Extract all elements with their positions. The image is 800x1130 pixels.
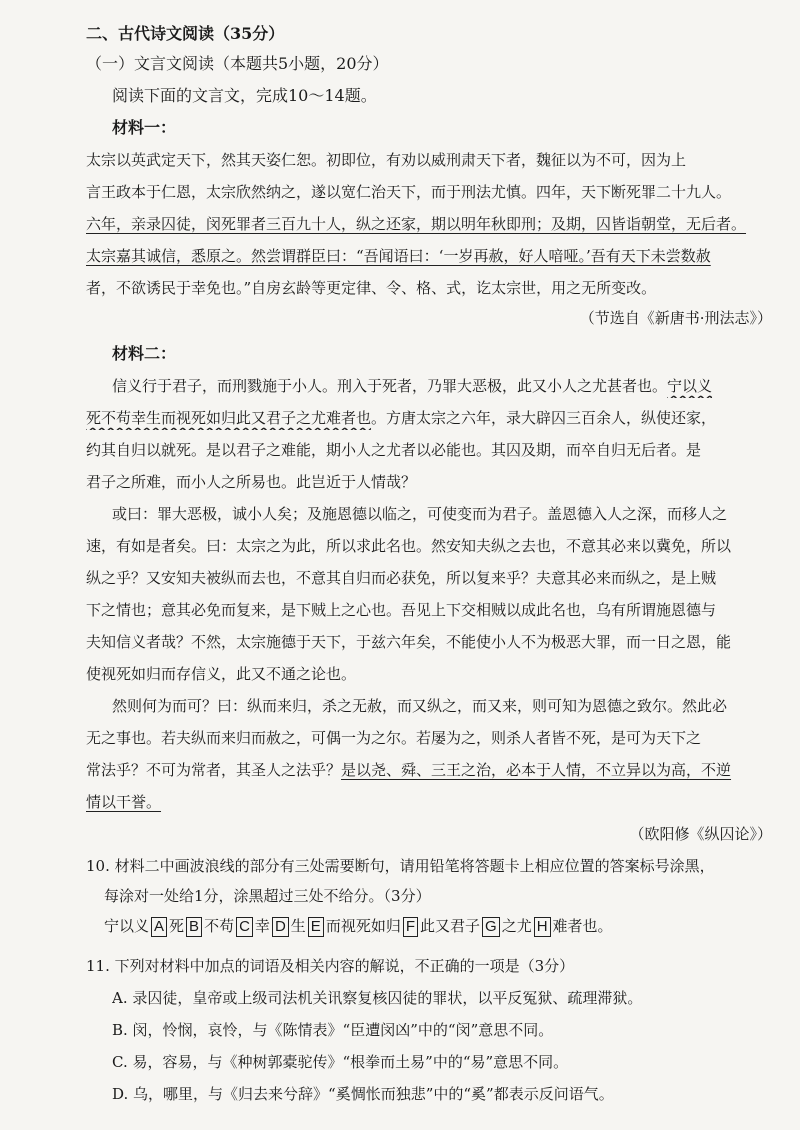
material2-line: 常法乎？不可为常者，其圣人之法乎？是以尧、舜、三王之治，必本于人情，不立异以为高，不逆 xyxy=(86,761,732,779)
break-marker-d[interactable]: D xyxy=(272,917,289,937)
material1-line: 太宗以英武定天下，然其天姿仁恕。初即位，有劝以威刑肃天下者，魏征以为不可，因为上 xyxy=(86,151,687,169)
material1-source: （节选自《新唐书·刑法志》） xyxy=(579,309,772,327)
material2-line: 约其自归以就死。是以君子之难能，期小人之尤者以必能也。其囚及期，而卒自归无后者。是 xyxy=(86,441,702,459)
material2-line: 或曰：罪大恶极，诚小人矣；及施恩德以临之，可使变而为君子。盖恩德入人之深，而移人之 xyxy=(112,505,728,523)
instruction: 阅读下面的文言文，完成10～14题。 xyxy=(112,86,377,105)
material2-label: 材料二： xyxy=(112,344,177,363)
material2-line: 纵之乎？又安知夫被纵而去也，不意其自归而必获免，所以复来乎？夫意其必来而纵之，是上贼 xyxy=(86,569,717,587)
q11-option-d: D. 乌，哪里，与《归去来兮辞》“奚惆怅而独悲”中的“奚”都表示反问语气。 xyxy=(112,1085,614,1103)
material1-line: 六年，亲录囚徒，闵死罪者三百九十人，纵之还家，期以明年秋即刑；及期，囚皆诣朝堂，无后者。 xyxy=(86,215,747,233)
q10-stem-line2: 每涂对一处给1分，涂黑超过三处不给分。（3分） xyxy=(104,887,431,905)
q11-option-a: A. 录囚徒，皇帝或上级司法机关讯察复核囚徒的罪状，以平反冤狱、疏理滞狱。 xyxy=(112,989,643,1007)
material2-line: 速，有如是者矣。曰：太宗之为此，所以求此名也。然安知夫纵之去也，不意其必来以冀免，所以 xyxy=(86,537,732,555)
break-marker-h[interactable]: H xyxy=(534,917,551,937)
wavy-sentence: 死不苟幸生而视死如归此又君子之尤难者也 xyxy=(86,409,372,427)
material2-line: 然则何为而可？曰：纵而来归，杀之无赦，而又纵之，而又来，则可知为恩德之致尔。然此必 xyxy=(112,697,728,715)
material2-line: 无之事也。若夫纵而来归而赦之，可偶一为之尔。若屡为之，则杀人者皆不死，是可为天下之 xyxy=(86,729,702,747)
break-marker-b[interactable]: B xyxy=(186,917,202,937)
material1-line: 者，不欲诱民于幸免也。”自房玄龄等更定律、令、格、式，讫太宗世，用之无所变改。 xyxy=(86,279,657,297)
break-marker-f[interactable]: F xyxy=(403,917,418,937)
section-title: 二、古代诗文阅读（35分） xyxy=(86,24,285,43)
break-marker-c[interactable]: C xyxy=(236,917,253,937)
q11-option-b: B. 闵，怜悯，哀怜，与《陈情表》“臣遭闵凶”中的“闵”意思不同。 xyxy=(112,1021,554,1039)
material1-line: 太宗嘉其诚信，悉原之。然尝谓群臣曰：“吾闻语曰：‘一岁再赦，好人喑哑。’吾有天下未尝数赦 xyxy=(86,247,711,265)
material2-line: 使视死如归而存信义，此又不通之论也。 xyxy=(86,665,357,683)
break-marker-a[interactable]: A xyxy=(151,917,167,937)
q11-stem: 11. 下列对材料中加点的词语及相关内容的解说，不正确的一项是（3分） xyxy=(86,957,575,975)
q11-option-c: C. 易，容易，与《种树郭橐驼传》“根拳而土易”中的“易”意思不同。 xyxy=(112,1053,569,1071)
material2-line: 下之情也；意其必免而复来，是下贼上之心也。吾见上下交相贼以成此名也，乌有所谓施恩德与 xyxy=(86,601,717,619)
subsection-title: （一）文言文阅读（本题共5小题，20分） xyxy=(86,54,389,73)
break-marker-g[interactable]: G xyxy=(482,917,500,937)
break-marker-e[interactable]: E xyxy=(308,917,324,937)
q10-stem: 10. 材料二中画波浪线的部分有三处需要断句，请用铅笔将答题卡上相应位置的答案标号涂黑， xyxy=(86,857,715,875)
material1-label: 材料一： xyxy=(112,118,177,137)
material2-line: 死不苟幸生而视死如归此又君子之尤难者也。方唐太宗之六年，录大辟囚三百余人，纵使还家， xyxy=(86,409,717,427)
material2-source: （欧阳修《纵囚论》） xyxy=(629,825,772,843)
material2-line: 信义行于君子，而刑戮施于小人。刑入于死者，乃罪大恶极，此又小人之尤甚者也。宁以义 xyxy=(112,377,713,395)
material2-line: 情以干誉。 xyxy=(86,793,162,811)
material2-line: 夫知信义者哉？不然，太宗施德于天下，于兹六年矣，不能使小人不为极恶大罪，而一日之恩，能 xyxy=(86,633,732,651)
material2-line: 君子之所难，而小人之所易也。此岂近于人情哉？ xyxy=(86,473,417,491)
material1-line: 言王政本于仁恩，太宗欣然纳之，遂以宽仁治天下，而于刑法尤慎。四年，天下断死罪二十九人。 xyxy=(86,183,732,201)
q10-break-options: 宁以义 A 死 B 不苟 C 幸 D 生 E 而视死如归 F 此又君子 G 之尤 H 难者也。 xyxy=(104,917,613,935)
